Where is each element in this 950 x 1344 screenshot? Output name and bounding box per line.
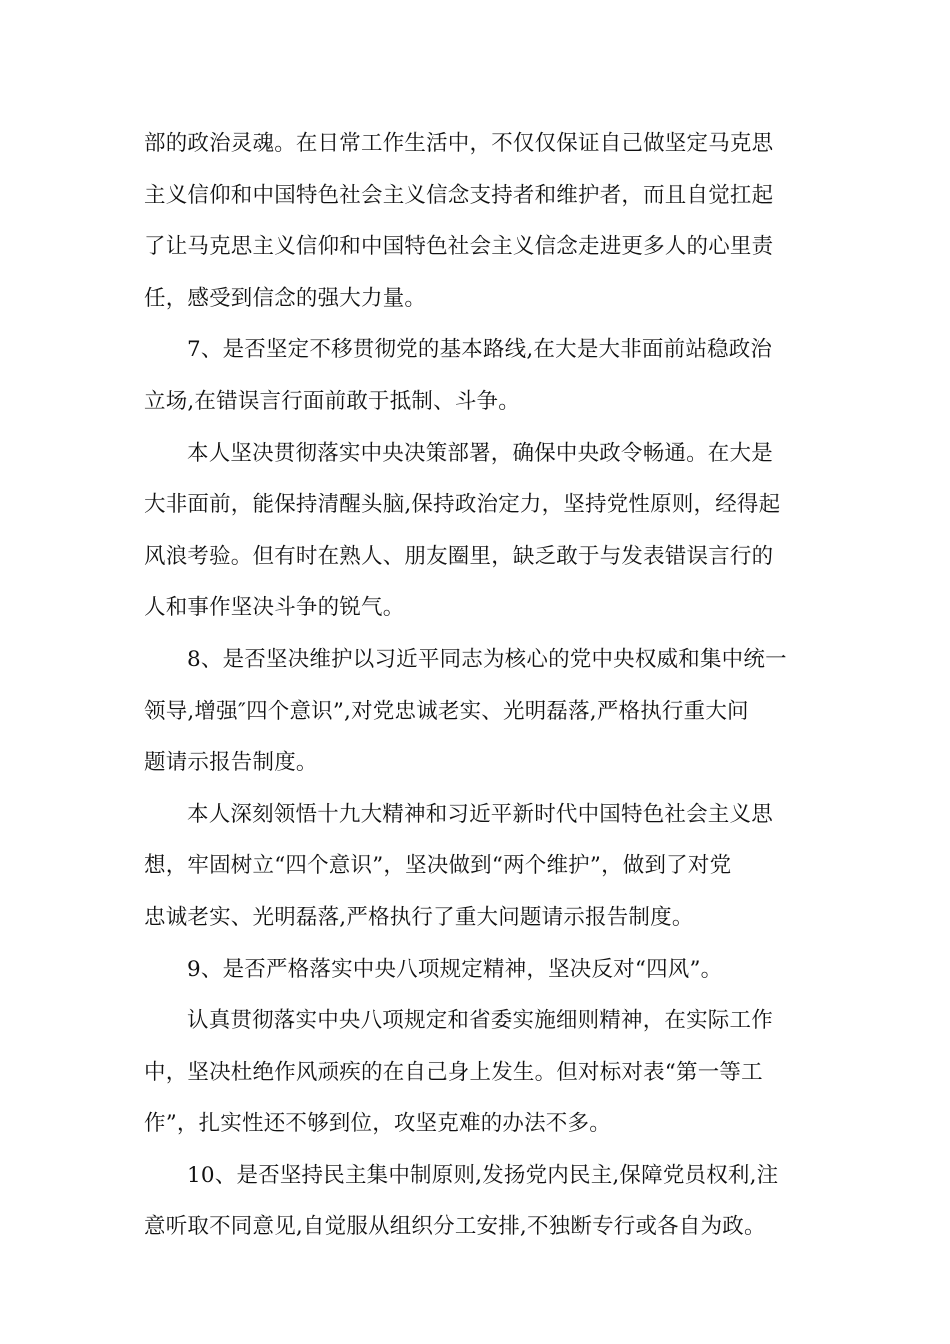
question-8-heading: 8、是否坚决维护以习近平同志为核心的党中央权威和集中统一 (187, 646, 787, 672)
answer-7-paragraph: 本人坚决贯彻落实中央决策部署，确保中央政令畅通。在大是 (187, 440, 773, 466)
text-line: 想，牢固树立“四个意识”，坚决做到“两个维护”，做到了对党 (144, 853, 732, 879)
text-line: 任，感受到信念的强大力量。 (144, 285, 427, 311)
text-line: 部的政治灵魂。在日常工作生活中，不仅仅保证自己做坚定马克思 (144, 131, 774, 156)
text-line: 中，坚决杜绝作风顽疾的在自己身上发生。但对标对表“第一等工 (144, 1059, 763, 1085)
question-7-heading: 7、是否坚定不移贯彻党的基本路线,在大是大非面前站稳政治 (187, 337, 773, 363)
document-body (144, 118, 807, 1253)
text-line: 领导,增强″四个意识”,对党忠诚老实、光明磊落,严格执行重大问 (144, 698, 749, 724)
text-line: 人和事作坚决斗争的锐气。 (144, 595, 405, 621)
text-line: 忠诚老实、光明磊落,严格执行了重大问题请示报告制度。 (144, 904, 694, 930)
text-line: 作”，扎实性还不够到位，攻坚克难的办法不多。 (144, 1111, 611, 1137)
text-line: 意听取不同意见,自觉服从组织分工安排,不独断专行或各自为政。 (144, 1214, 766, 1240)
answer-8-paragraph: 本人深刻领悟十九大精神和习近平新时代中国特色社会主义思 (187, 801, 773, 827)
answer-9-paragraph: 认真贯彻落实中央八项规定和省委实施细则精神，在实际工作 (187, 1008, 773, 1034)
text-line: 大非面前，能保持清醒头脑,保持政治定力，坚持党性原则，经得起 (144, 492, 781, 518)
text-line: 主义信仰和中国特色社会主义信念支持者和维护者，而且自觉扛起 (144, 182, 774, 208)
text-line: 立场,在错误言行面前敢于抵制、斗争。 (144, 388, 520, 414)
text-line: 风浪考验。但有时在熟人、朋友圈里，缺乏敢于与发表错误言行的 (144, 543, 774, 569)
question-10-heading: 10、是否坚持民主集中制原则,发扬党内民主,保障党员权利,注 (187, 1162, 779, 1188)
text-line: 了让马克思主义信仰和中国特色社会主义信念走进更多人的心里责 (144, 234, 774, 260)
text-line: 题请示报告制度。 (144, 750, 318, 776)
question-9-heading: 9、是否严格落实中央八项规定精神，坚决反对“四风”。 (187, 956, 723, 982)
